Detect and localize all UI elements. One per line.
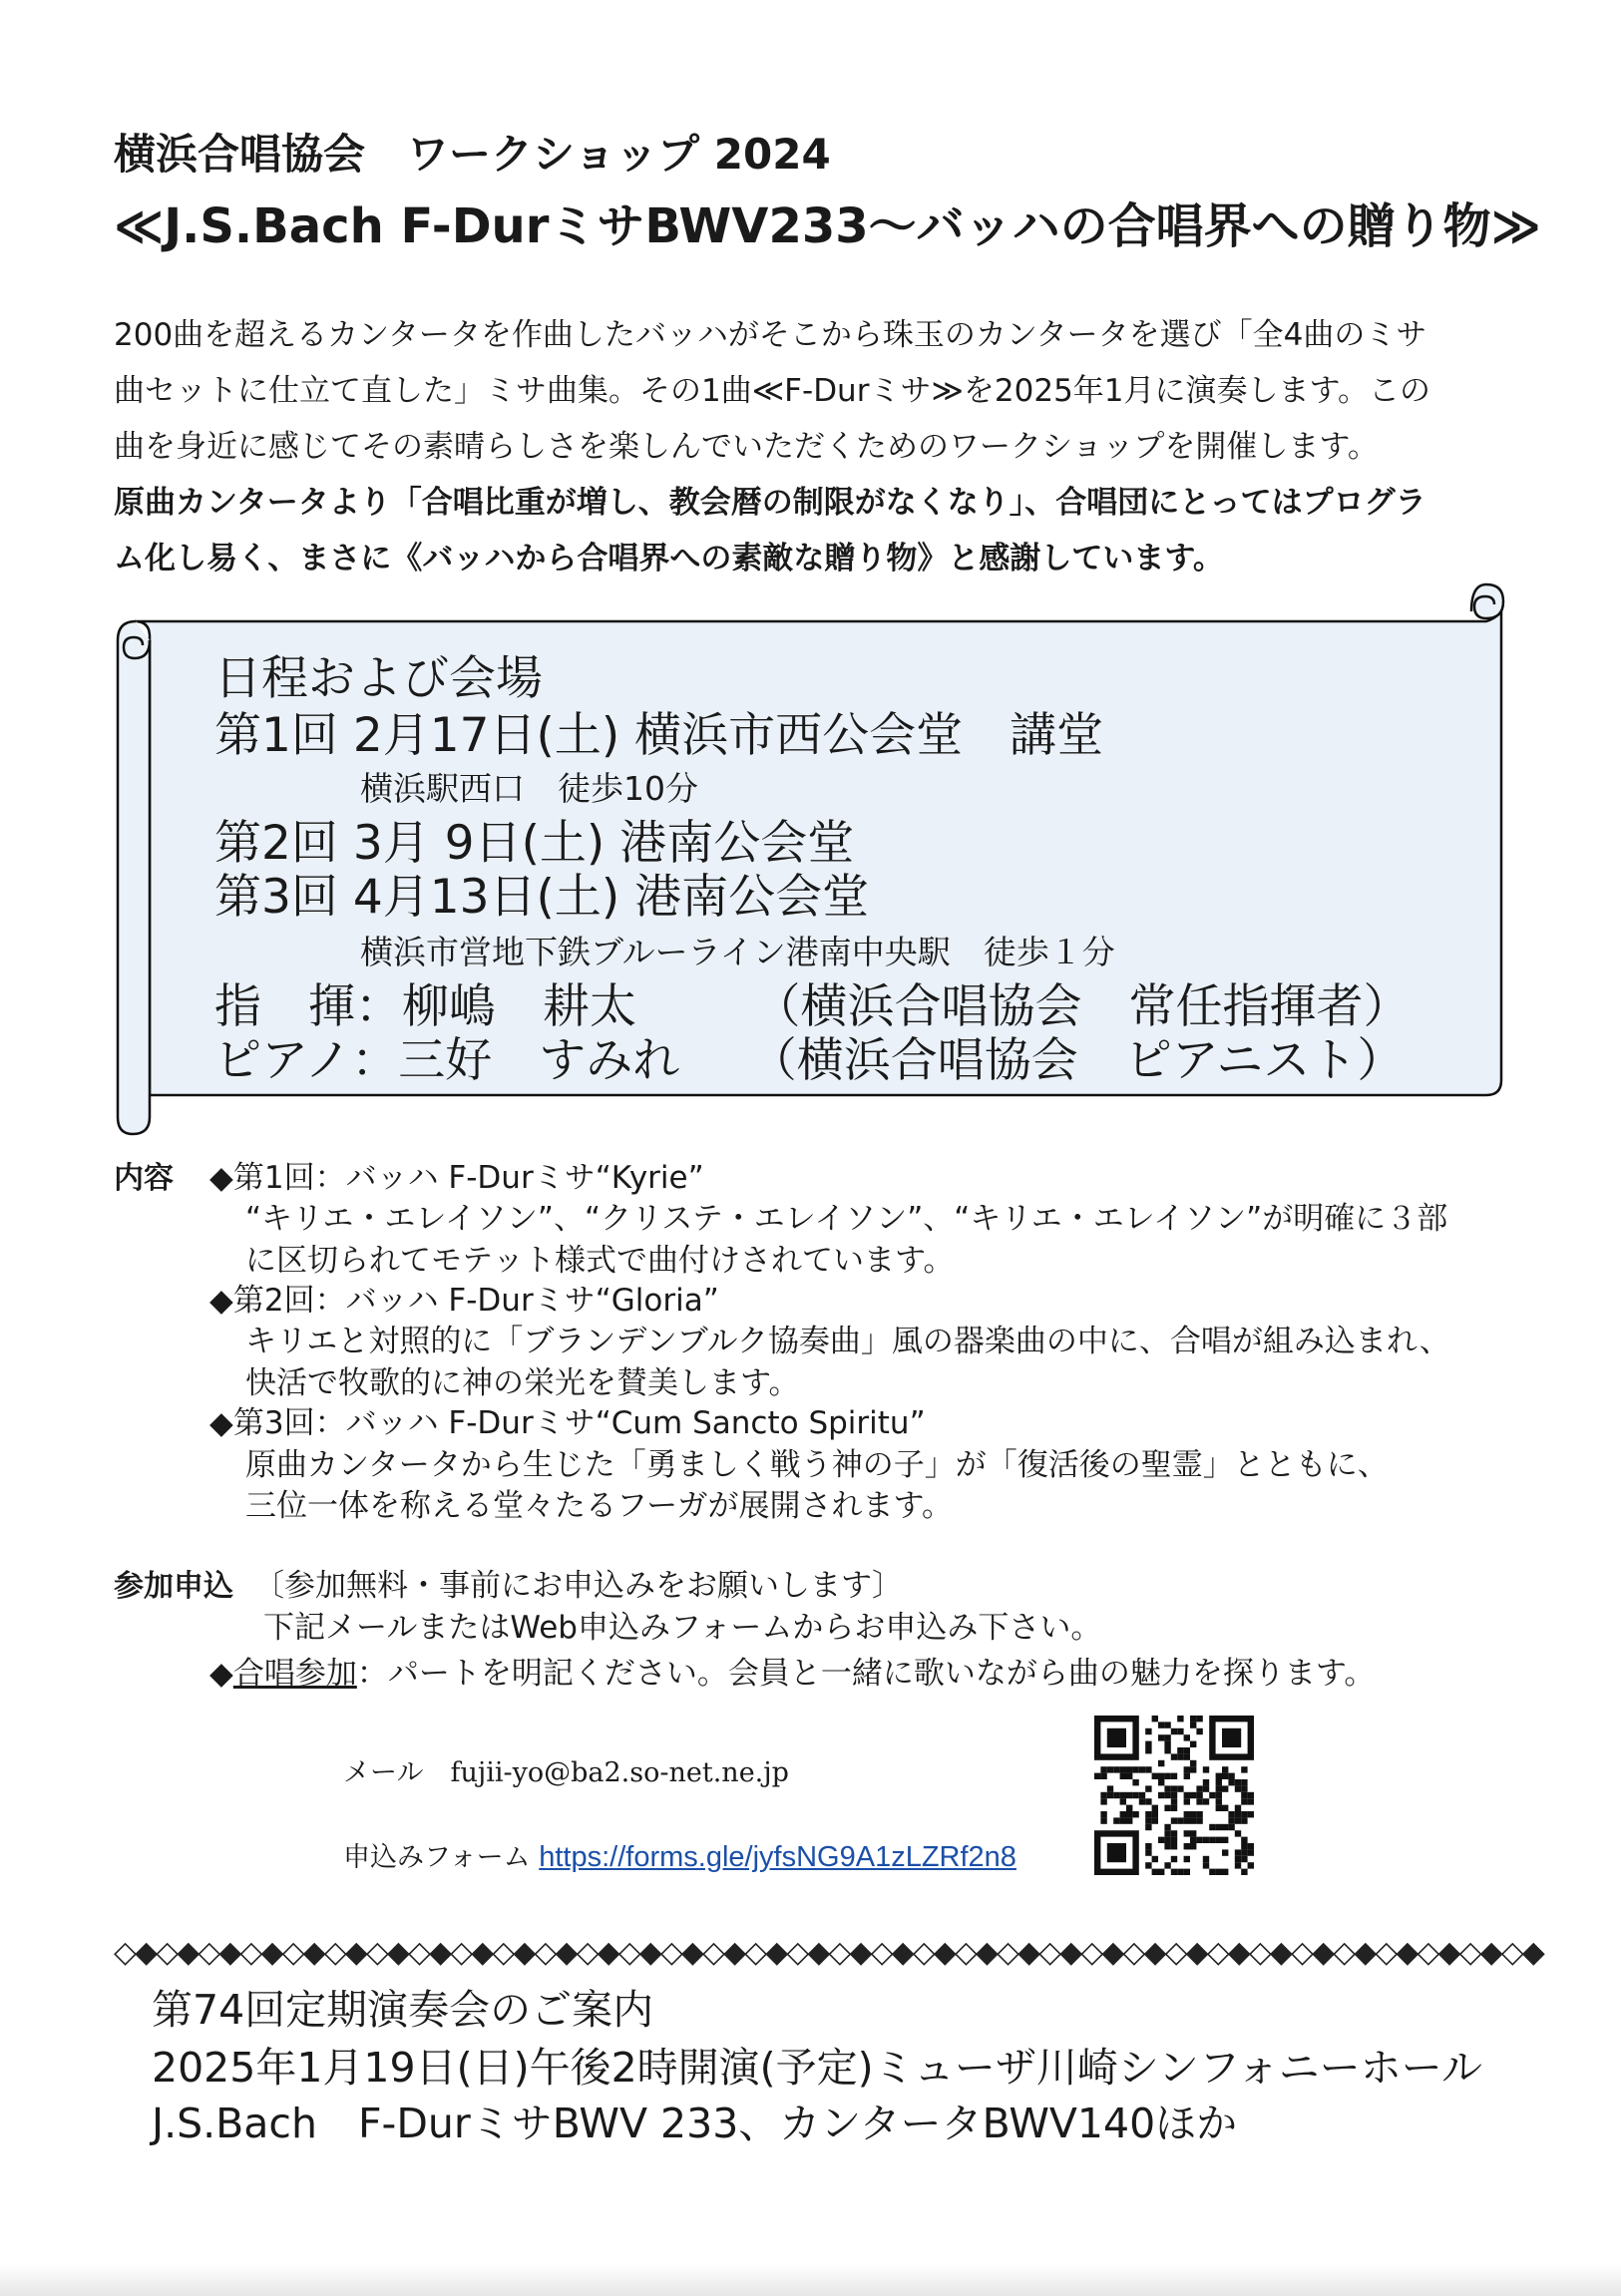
schedule-session-1: 第1回 2月17日(土) 横浜市西公会堂 講堂 [214, 708, 1104, 763]
intro-line-bold: ム化し易く、まさに《バッハから合唱界への素敵な贈り物》と感謝しています。 [114, 541, 1224, 576]
chorus-label: 合唱参加 [232, 1656, 357, 1692]
chorus-text: ：パートを明記ください。会員と一緒に歌いながら曲の魅力を探ります。 [356, 1656, 1376, 1692]
apply-instructions: 下記メールまたはWeb申込みフォームからお申込み下さい。 [263, 1610, 1102, 1646]
content-item-1-title: ◆第1回：バッハ F-Durミサ“Kyrie” [209, 1160, 704, 1196]
apply-label: 参加申込 [114, 1569, 233, 1604]
page-bottom-shadow [0, 2264, 1621, 2296]
content-item-2-title: ◆第2回：バッハ F-Durミサ“Gloria” [209, 1283, 719, 1319]
form-row [343, 1835, 1016, 1874]
pianist-line: ピアノ：三好 すみれ （横浜合唱協会 ピアニスト） [214, 1033, 1405, 1088]
concert-program: J.S.Bach F-DurミサBWV 233、カンタータBWV140ほか [152, 2100, 1238, 2147]
schedule-session-3-access: 横浜市営地下鉄ブルーライン港南中央駅 徒歩１分 [360, 933, 1115, 971]
intro-line: 200曲を超えるカンタータを作曲したバッハがそこから珠玉のカンタータを選び「全4曲のミサ [114, 317, 1427, 353]
concert-date-venue: 2025年1月19日(日)午後2時開演(予定)ミューザ川崎シンフォニーホール [152, 2044, 1482, 2092]
page-title: 横浜合唱協会 ワークショップ 2024 [114, 130, 831, 179]
schedule-session-3: 第3回 4月13日(土) 港南公会堂 [214, 870, 870, 925]
divider: ◇◆◇◆◇◆◇◆◇◆◇◆◇◆◇◆◇◆◇◆◇◆◇◆◇◆◇◆◇◆◇◆◇◆◇◆◇◆◇◆◇◆◇◆◇◆◇◆◇◆◇◆◇◆◇◆◇◆◇◆◇◆◇◆◇◆◇◆ [114, 1935, 1543, 1970]
qr-code-icon[interactable] [1094, 1716, 1254, 1875]
page-subtitle: ≪J.S.Bach F-DurミサBWV233～バッハの合唱界への贈り物≫ [114, 198, 1541, 254]
mail-address[interactable]: fujii-yo@ba2.so-net.ne.jp [450, 1757, 789, 1788]
content-item-3-title: ◆第3回：バッハ F-Durミサ“Cum Sancto Spiritu” [209, 1405, 926, 1441]
form-link[interactable]: https://forms.gle/jyfsNG9A1zLZRf2n8 [539, 1841, 1016, 1873]
chorus-participation [209, 1648, 1375, 1693]
content-item-2-text: キリエと対照的に「ブランデンブルク協奏曲」風の器楽曲の中に、合唱が組み込まれ、 [245, 1324, 1450, 1359]
content-item-3-text: 三位一体を称える堂々たるフーガが展開されます。 [245, 1488, 953, 1524]
intro-line-bold: 原曲カンタータより「合唱比重が増し、教会暦の制限がなくなり」、合唱団にとってはプログラ [114, 485, 1426, 521]
content-item-1-text: “キリエ・エレイソン”、“クリステ・エレイソン”、“キリエ・エレイソン”が明確に３部 [245, 1201, 1448, 1237]
content-item-3-text: 原曲カンタータから生じた「勇ましく戦う神の子」が「復活後の聖霊」とともに、 [245, 1447, 1389, 1483]
mail-row [343, 1750, 789, 1789]
concert-heading: 第74回定期演奏会のご案内 [152, 1986, 654, 2034]
schedule-session-2: 第2回 3月 9日(土) 港南公会堂 [214, 816, 855, 871]
conductor-line: 指 揮：柳嶋 耕太 （横浜合唱協会 常任指揮者） [214, 979, 1411, 1034]
mail-label: メール [343, 1757, 424, 1788]
intro-line: 曲セットに仕立て直した」ミサ曲集。その1曲≪F-Durミサ≫を2025年1月に演奏します。この [114, 373, 1431, 409]
content-item-1-text: に区切られてモテット様式で曲付けされています。 [245, 1243, 955, 1279]
schedule-session-1-access: 横浜駅西口 徒歩10分 [360, 769, 698, 808]
bullet: ◆ [209, 1656, 233, 1692]
content-label: 内容 [114, 1161, 174, 1196]
apply-note: 〔参加無料・事前にお申込みをお願いします〕 [253, 1568, 903, 1604]
schedule-heading: 日程および会場 [214, 651, 543, 706]
intro-line: 曲を身近に感じてその素晴らしさを楽しんでいただくためのワークショップを開催します。 [114, 429, 1379, 465]
content-item-2-text: 快活で牧歌的に神の栄光を賛美します。 [245, 1365, 800, 1401]
form-label: 申込みフォーム [343, 1842, 531, 1873]
